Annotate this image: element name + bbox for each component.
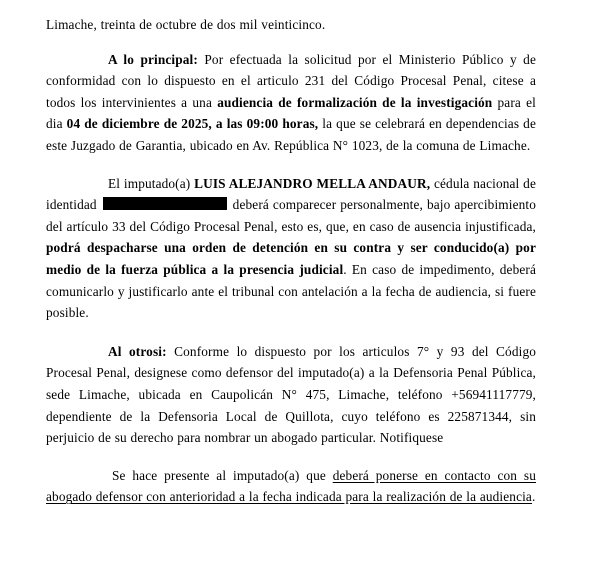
paragraph-imputado [46, 173, 536, 324]
paragraph-4-text-1: Se hace presente al imputado(a) que [112, 467, 333, 483]
paragraph-2-text-1: El imputado(a) [108, 175, 195, 191]
paragraph-se-hace-presente [46, 465, 536, 508]
paragraph-4-underlined-notice: deberá ponerse en contacto con su abogado defensor con anterioridad a la fecha indicada para la realización de la audiencia [46, 467, 536, 505]
paragraph-2-text-3: deberá comparecer personalmente, bajo apercibimiento del artículo 33 del Código Procesal Penal, esto es, que, en caso de ausencia injustificada, [46, 197, 537, 234]
opening-line-text: Limache, treinta de octubre de dos mil veinticinco. [46, 17, 326, 32]
paragraph-a-lo-principal [46, 49, 536, 157]
paragraph-1-heading: A lo principal: [108, 51, 198, 67]
paragraph-3-text: Conforme lo dispuesto por los articulos 7° y 93 del Código Procesal Penal, designese como defensor del imputado(a) a la Defensoria Penal Pública, sede Limache, ubicada en Caupolicán N° 475, Limache, teléfono +56941117779, dependiente de la Defensoria Local de Quillota, cuyo teléfono es 225871344, sin perjuicio de su derecho para nombrar un abogado particular. Notifiquese [46, 343, 537, 446]
paragraph-1-bold-audiencia: audiencia de formalización de la investigación [217, 94, 493, 110]
paragraph-1-text-2: para el dia [46, 94, 536, 132]
paragraph-3-heading: Al otrosi: [108, 343, 167, 359]
paragraph-2-defendant-name: LUIS ALEJANDRO MELLA ANDAUR, [194, 175, 431, 191]
redaction-bar-identity-number [103, 197, 227, 210]
paragraph-4-text-2: . [531, 489, 536, 505]
paragraph-spacer-2 [46, 324, 536, 341]
paragraph-al-otrosi [46, 341, 536, 449]
paragraph-spacer-1 [46, 157, 536, 173]
paragraph-spacer-3 [46, 449, 536, 465]
paragraph-2-text-4: . En caso de impedimento, deberá comunicarlo y justificarlo ante el tribunal con antelación a la fecha de audiencia, si fuere posible. [46, 261, 537, 321]
paragraph-1-text-3: la que se celebrará en dependencias de este Juzgado de Garantia, ubicado en Av. República N° 1023, de la comuna de Limache. [46, 116, 536, 153]
document-opening-line [46, 14, 536, 36]
paragraph-2-bold-warning: podrá despacharse una orden de detención en su contra y ser conducido(a) por medio de la fuerza pública a la presencia judicial [46, 240, 536, 277]
paragraph-1-text-1: Por efectuada la solicitud por el Ministerio Público y de conformidad con lo dispuesto en el articulo 231 del Código Procesal Penal, citese a todos los intervinientes a una [46, 51, 536, 110]
paragraph-2-text-2: cédula nacional de identidad [46, 175, 536, 213]
paragraph-1-bold-fecha-hora: 04 de diciembre de 2025, a las 09:00 horas, [66, 116, 319, 132]
